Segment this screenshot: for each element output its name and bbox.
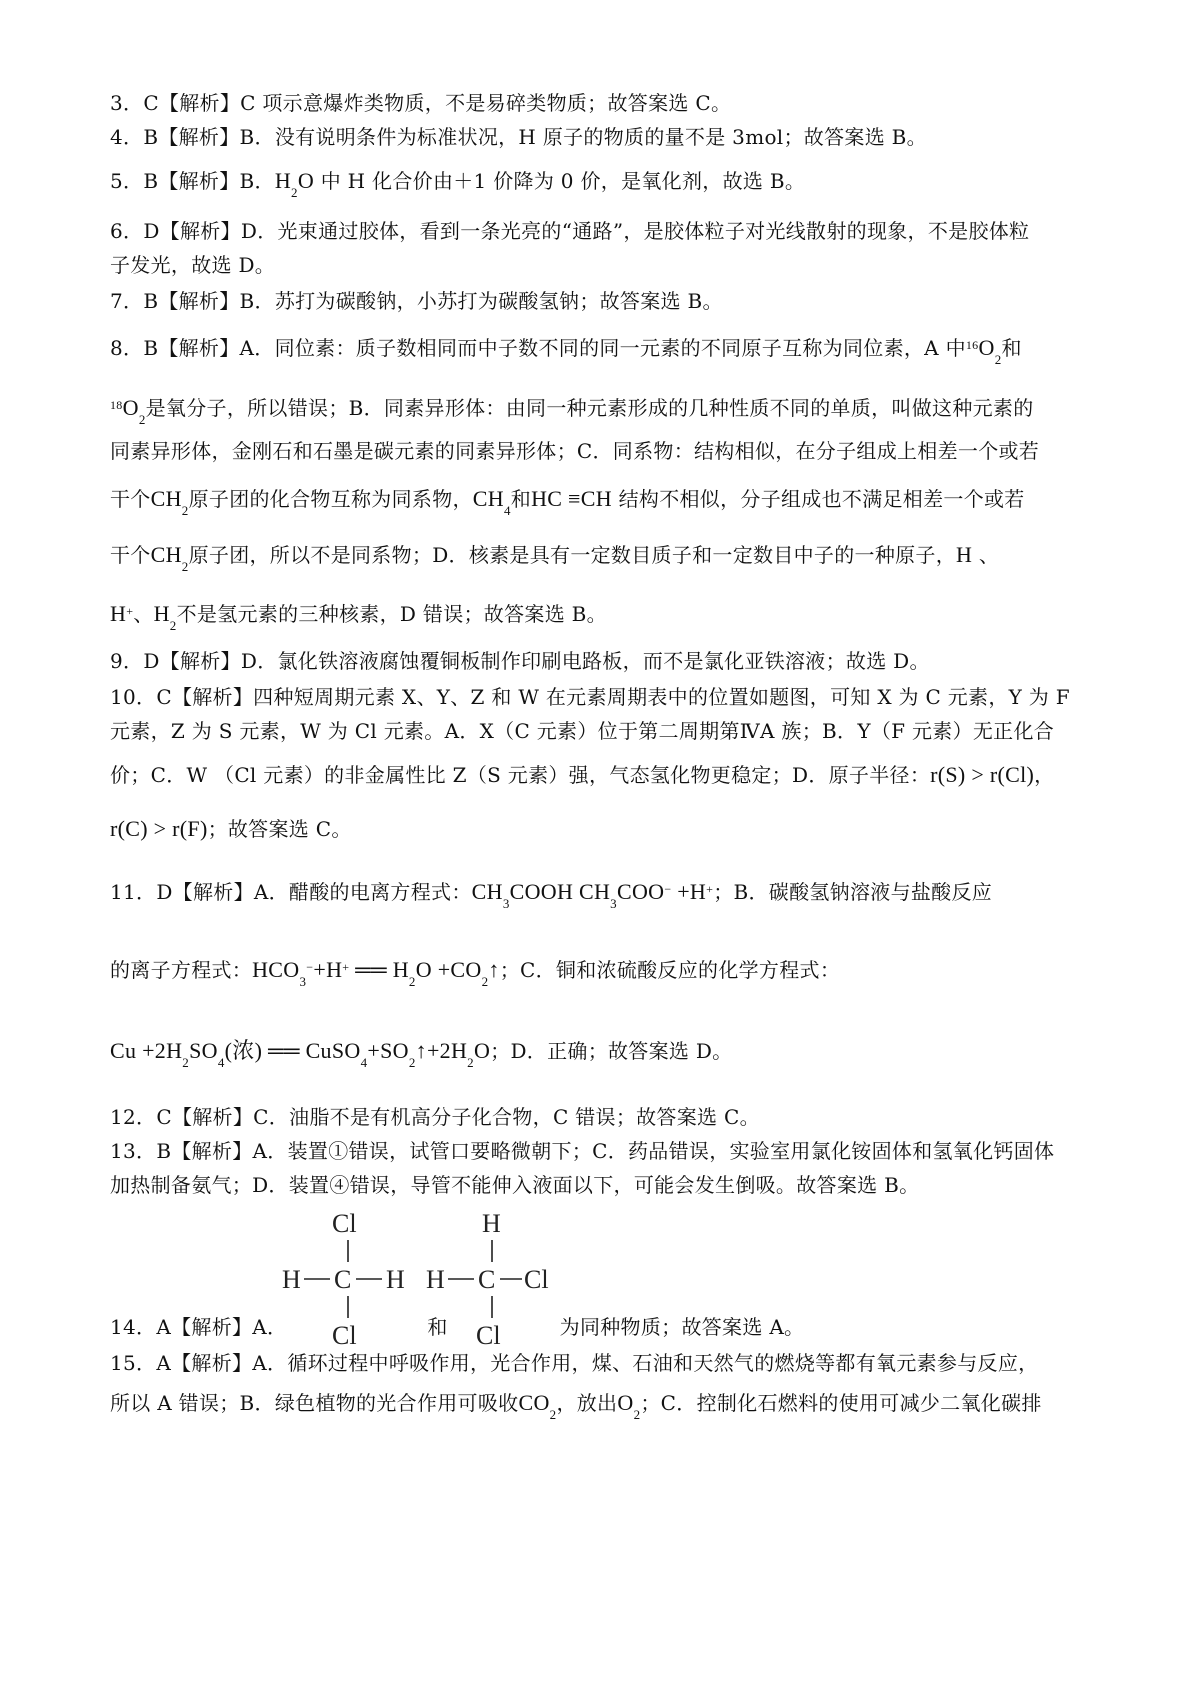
answer-8-cont-5: H+、$H_2$不是氢元素的三种核素，D 错误；故答案选 B。 <box>110 601 607 633</box>
answer-8-cont-4: 干个$CH_2$原子团，所以不是同系物；D．核素是具有一定数目质子和一定数目中子的一种原子，H 、 <box>110 542 1000 574</box>
svg-text:H: H <box>426 1265 445 1294</box>
svg-text:C: C <box>334 1265 352 1294</box>
answer-15-cont: 所以 A 错误；B．绿色植物的光合作用可吸收$CO_2$，放出$O_2$；C．控制化石燃料的使用可减少二氧化碳排 <box>110 1390 1042 1422</box>
answer-10-cont-3: r(C) > r(F)；故答案选 C。 <box>110 816 352 841</box>
svg-text:C: C <box>478 1265 496 1294</box>
svg-text:H: H <box>482 1209 501 1238</box>
answer-13-cont: 加热制备氨气；D．装置④错误，导管不能伸入液面以下，可能会发生倒吸。故答案选 B。 <box>110 1173 920 1197</box>
answer-10: 10．C【解析】四种短周期元素 X、Y、Z 和 W 在元素周期表中的位置如题图，可知 X 为 C 元素，Y 为 F <box>110 685 1070 709</box>
answer-8: 8．B【解析】A．同位素：质子数相同而中子数不同的同一元素的不同原子互称为同位素，A 中$^{16}O_2$和 <box>110 335 1022 367</box>
svg-text:H: H <box>282 1265 301 1294</box>
svg-text:Cl: Cl <box>476 1321 501 1350</box>
answer-7: 7．B【解析】B．苏打为碳酸钠，小苏打为碳酸氢钠；故答案选 B。 <box>110 289 723 313</box>
answer-8-cont-3: 干个$CH_2$原子团的化合物互称为同系物，$CH_4$和HC ≡CH 结构不相似，分子组成也不满足相差一个或若 <box>110 486 1025 518</box>
answer-9: 9．D【解析】D．氯化铁溶液腐蚀覆铜板制作印刷电路板，而不是氯化亚铁溶液；故选 D。 <box>110 649 930 673</box>
svg-text:Cl: Cl <box>524 1265 549 1294</box>
svg-text:Cl: Cl <box>332 1209 357 1238</box>
svg-text:H: H <box>386 1265 405 1294</box>
answer-5: 5．B【解析】B．$H_2O$ 中 H 化合价由＋1 价降为 0 价，是氧化剂，故选 B。 <box>110 168 806 200</box>
answer-13: 13．B【解析】A．装置①错误，试管口要略微朝下；C．药品错误，实验室用氯化铵固体和氢氧化钙固体 <box>110 1139 1055 1163</box>
answer-10-cont-2: 价；C．W （Cl 元素）的非金属性比 Z（S 元素）强，气态氢化物更稳定；D．原子半径：r(S) > r(Cl)， <box>110 762 1055 787</box>
answer-3: 3．C【解析】C 项示意爆炸类物质，不是易碎类物质；故答案选 C。 <box>110 91 732 115</box>
answer-12: 12．C【解析】C．油脂不是有机高分子化合物，C 错误；故答案选 C。 <box>110 1105 760 1129</box>
answer-11-cont-2: $Cu +2H_2SO_4$(浓) ══ $CuSO_4+SO_2↑+2H_2O$；D．正确；故答案选 D。 <box>110 1038 733 1070</box>
svg-text:Cl: Cl <box>332 1321 357 1350</box>
answer-8-cont-1: $^{18}O_2$是氧分子，所以错误；B．同素异形体：由同一种元素形成的几种性质不同的单质，叫做这种元素的 <box>110 395 1034 427</box>
answer-11-cont-1: 的离子方程式：$HCO_3^-+H^+$ ══ $H_2O$ $+CO_2↑$；C．铜和浓硫酸反应的化学方程式： <box>110 957 841 989</box>
answer-4: 4．B【解析】B．没有说明条件为标准状况，H 原子的物质的量不是 3mol；故答案选 B。 <box>110 125 927 149</box>
answer-6-cont: 子发光，故选 D。 <box>110 253 276 277</box>
answer-11: 11．D【解析】A．醋酸的电离方程式：$CH_3COOH$ $CH_3COO^- +H^+$；B．碳酸氢钠溶液与盐酸反应 <box>110 879 993 911</box>
answer-6: 6．D【解析】D．光束通过胶体，看到一条光亮的“通路”，是胶体粒子对光线散射的现象，不是胶体粒 <box>110 219 1030 243</box>
answer-10-cont-1: 元素，Z 为 S 元素，W 为 Cl 元素。A．X（C 元素）位于第二周期第ⅣA 族；B．Y（F 元素）无正化合 <box>110 719 1055 743</box>
answer-14: 14．A【解析】A． 和 为同种物质；故答案选 A。 <box>110 1315 805 1339</box>
answer-8-cont-2: 同素异形体，金刚石和石墨是碳元素的同素异形体；C．同系物：结构相似，在分子组成上相差一个或若 <box>110 439 1040 463</box>
answer-15: 15．A【解析】A．循环过程中呼吸作用，光合作用，煤、石油和天然气的燃烧等都有氧元素参与反应， <box>110 1351 1039 1375</box>
